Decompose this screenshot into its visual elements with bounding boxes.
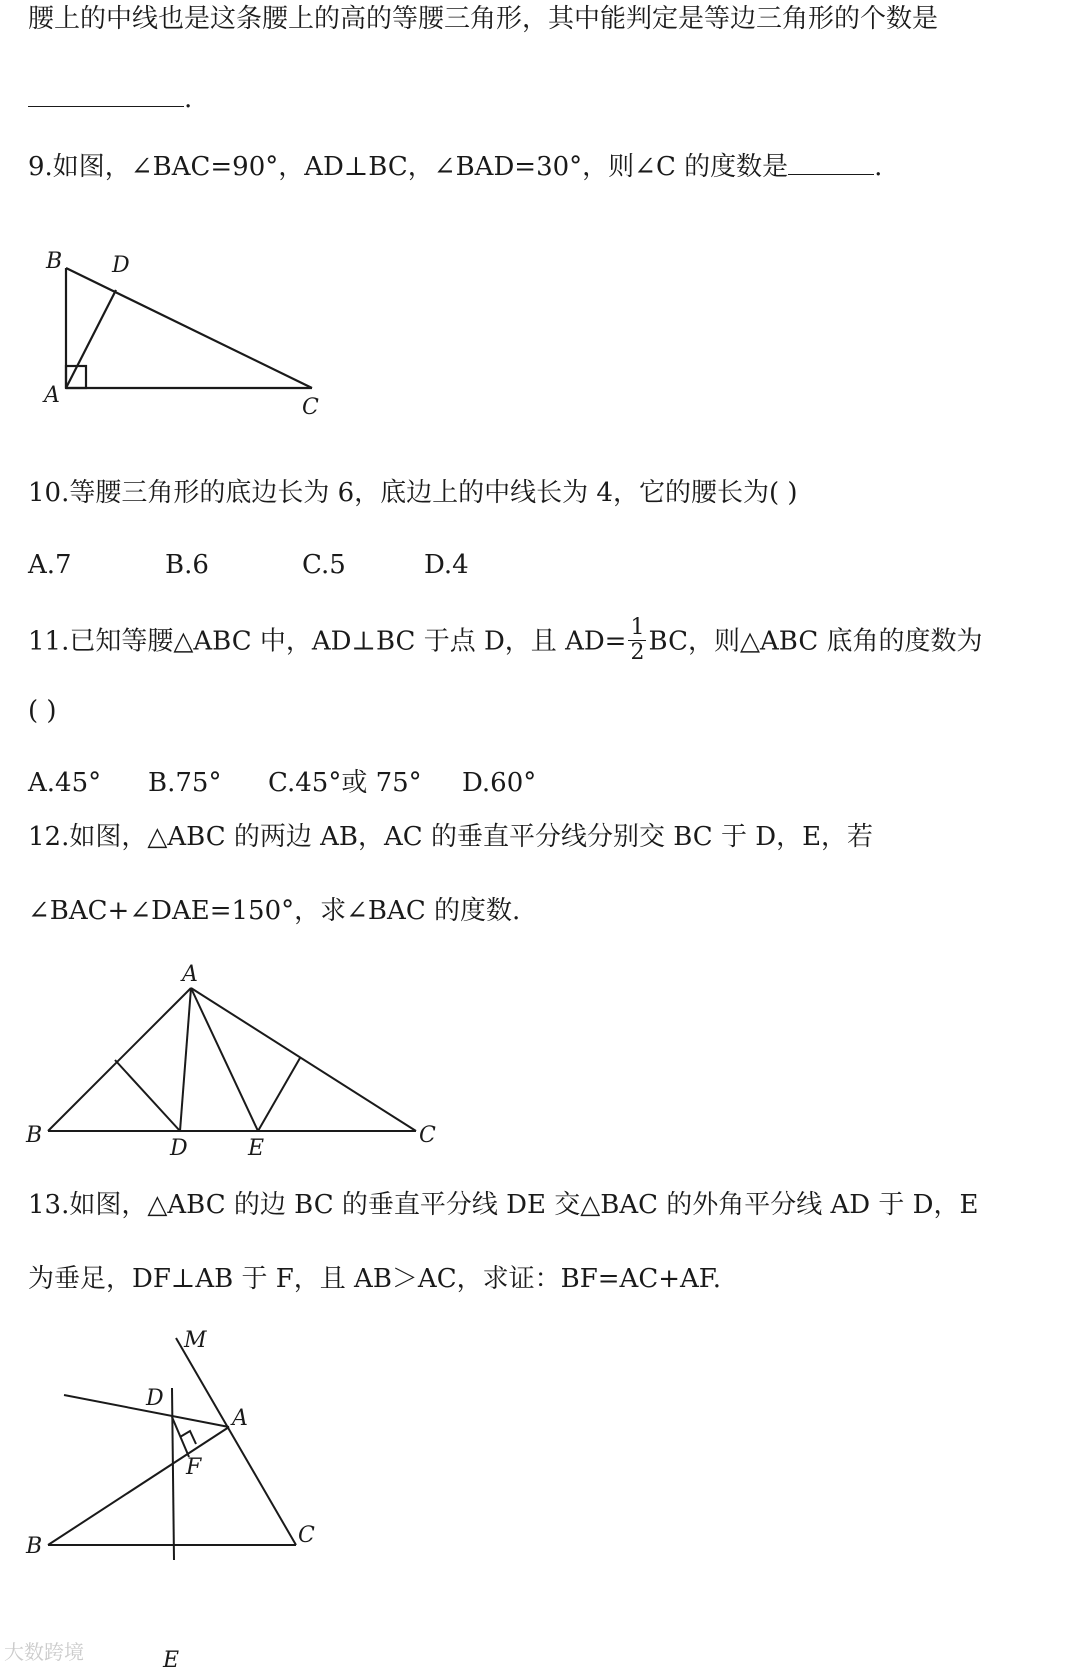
- q12-text-line2: ∠BAC+∠DAE=150°，求∠BAC 的度数.: [28, 896, 521, 926]
- q10-option-d[interactable]: D.4: [424, 550, 469, 580]
- q12-label-d: D: [170, 1136, 188, 1161]
- q9-label-c: C: [302, 395, 319, 420]
- q9-label-a: A: [44, 383, 60, 408]
- q12-label-b: B: [26, 1123, 43, 1148]
- q8-end-mark: .: [184, 84, 193, 114]
- q11-fraction-numerator: 1: [630, 615, 645, 640]
- q12-label-c: C: [419, 1123, 436, 1148]
- q13-label-f: F: [186, 1455, 202, 1480]
- watermark-text: 大数跨境: [4, 1640, 84, 1664]
- q13-label-b: B: [26, 1534, 43, 1559]
- q9-text: 9.如图，∠BAC=90°，AD⊥BC，∠BAD=30°，则∠C 的度数是: [28, 152, 789, 182]
- q11-text-after: BC，则△ABC 底角的度数为: [648, 626, 983, 657]
- q11-option-b[interactable]: B.75°: [148, 768, 222, 798]
- q13-text-line1: 13.如图，△ABC 的边 BC 的垂直平分线 DE 交△BAC 的外角平分线 AD 于 D，E: [28, 1190, 979, 1220]
- q13-segment-de: [172, 1388, 174, 1560]
- q12-text-line1: 12.如图，△ABC 的两边 AB，AC 的垂直平分线分别交 BC 于 D，E，若: [28, 822, 874, 852]
- q11-option-d[interactable]: D.60°: [462, 768, 537, 798]
- q8-text-tail: 腰上的中线也是这条腰上的高的等腰三角形，其中能判定是等边三角形的个数是: [28, 4, 939, 34]
- q12-label-e: E: [248, 1136, 265, 1161]
- q11-option-c[interactable]: C.45°或 75°: [268, 768, 422, 798]
- q12-label-a: A: [182, 962, 198, 987]
- q13-label-e: E: [163, 1648, 180, 1669]
- q13-text-line2: 为垂足，DF⊥AB 于 F，且 AB＞AC，求证：BF=AC+AF.: [28, 1264, 722, 1294]
- q10-option-c[interactable]: C.5: [302, 550, 346, 580]
- q9-label-b: B: [46, 249, 63, 274]
- q11-fraction-denominator: 2: [630, 640, 645, 665]
- q13-label-d: D: [146, 1386, 164, 1411]
- q13-segment-ba: [48, 1427, 229, 1545]
- q10-option-a[interactable]: A.7: [28, 550, 72, 580]
- q11-paren: ( ): [28, 696, 57, 726]
- q9-end-mark: .: [874, 152, 883, 182]
- q13-label-c: C: [298, 1523, 315, 1548]
- q13-label-m: M: [184, 1328, 207, 1353]
- q11-text-before: 11.已知等腰△ABC 中，AD⊥BC 于点 D，且 AD=: [28, 626, 627, 657]
- q13-label-a: A: [232, 1406, 248, 1431]
- q10-text: 10.等腰三角形的底边长为 6，底边上的中线长为 4，它的腰长为( ): [28, 478, 798, 508]
- q10-option-b[interactable]: B.6: [165, 550, 209, 580]
- q9-label-d: D: [112, 253, 130, 278]
- q11-option-a[interactable]: A.45°: [28, 768, 102, 798]
